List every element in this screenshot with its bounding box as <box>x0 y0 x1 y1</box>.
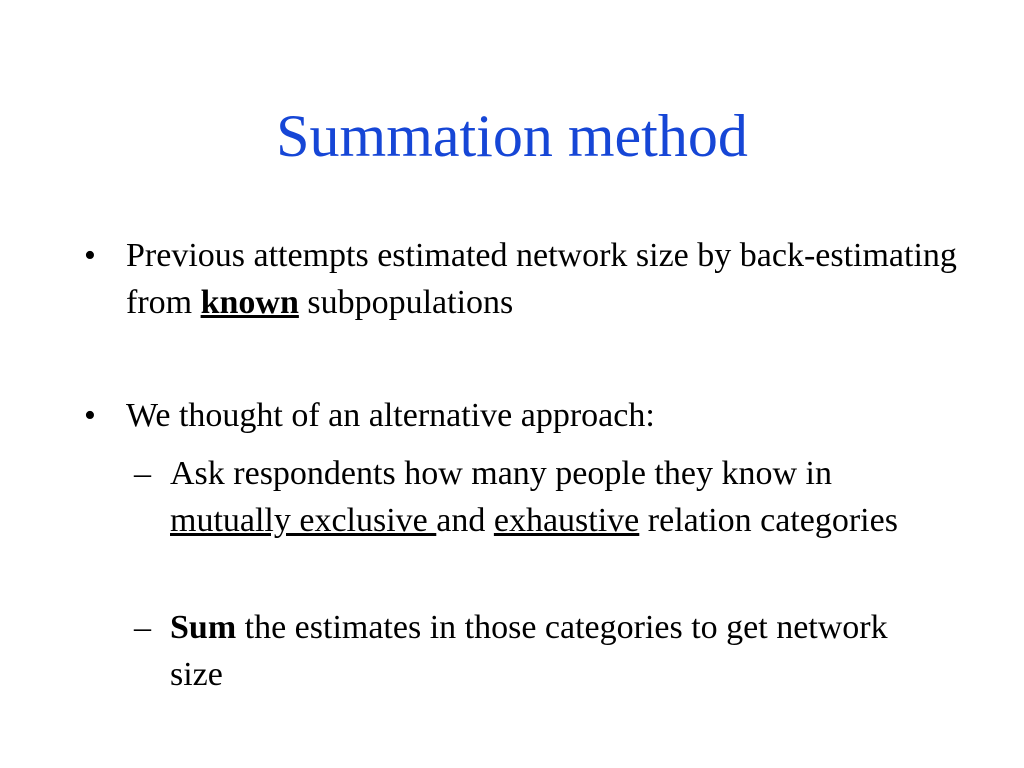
bullet-item-alternative-approach <box>84 392 964 439</box>
bullet-text: We thought of an alternative approach: <box>126 397 655 434</box>
sub-text-part: and <box>436 502 494 539</box>
sub-item-text <box>170 604 934 698</box>
sub-text-part: Ask respondents how many people they know in <box>170 455 832 492</box>
bullet-text-part: subpopulations <box>298 284 514 321</box>
sub-text-part: the estimates in those categories to get network size <box>170 609 888 693</box>
emphasis-sum: Sum <box>170 609 237 646</box>
sub-item-text <box>170 450 934 544</box>
dash-marker: – <box>134 455 151 492</box>
bullet-item-previous-attempts <box>84 232 964 326</box>
sub-text-part: relation categories <box>639 502 898 539</box>
slide-title: Summation method <box>276 103 748 169</box>
bullet-text <box>126 232 964 326</box>
sub-item-sum-estimates <box>134 604 934 698</box>
underlined-exhaustive: exhaustive <box>493 502 640 539</box>
bullet-text-part: Previous attempts estimated network size by back-estimating from <box>126 237 957 321</box>
dash-marker: – <box>134 609 151 646</box>
bullet-marker: • <box>84 237 96 274</box>
bullet-marker: • <box>84 397 96 434</box>
emphasis-known: known <box>200 284 299 321</box>
sub-item-ask-respondents <box>134 450 934 544</box>
underlined-mutually-exclusive: mutually exclusive <box>170 502 437 539</box>
